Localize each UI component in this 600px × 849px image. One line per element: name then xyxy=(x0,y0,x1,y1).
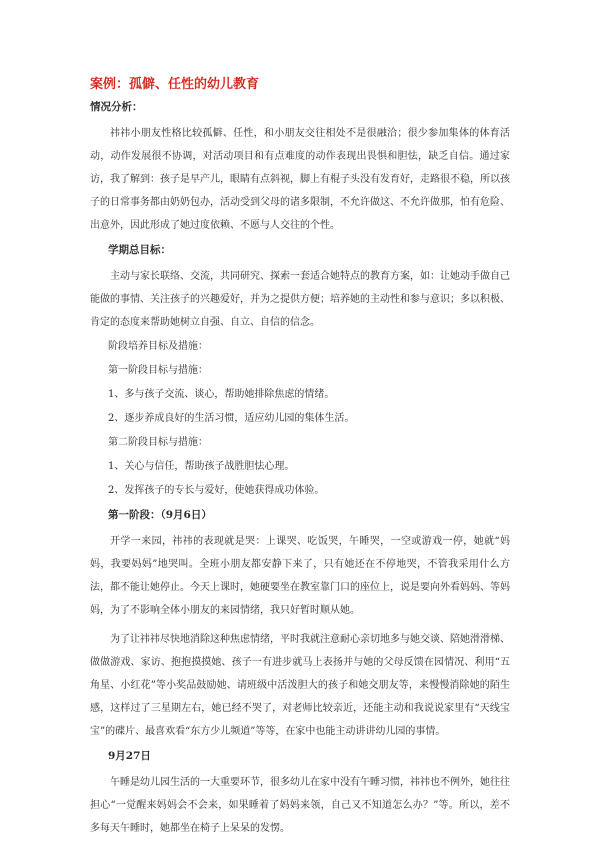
stage1-item: 2、逐步养成良好的生活习惯，适应幼儿园的集体生活。 xyxy=(108,413,355,424)
paragraph-analysis: 祎祎小朋友性格比较孤僻、任性，和小朋友交往相处不是很融洽；很少参加集体的体育活动，动作发展很不协调，对活动项目和有点难度的动作表现出畏惧和胆怯，缺乏自信。通过家访，我了解到：孩子是早产儿，眼睛有点斜视，脚上有棍子头没有发育好，走路很不稳，所以孩子的日常事务都由奶奶包办，活动受到父母的诸多限制，不允许做这、不允许做那，怕有危险、出意外，因此形成了她过度依赖、不愿与人交往的个性。 xyxy=(90,128,510,231)
stage1-label: 第一阶段目标与措施： xyxy=(108,365,208,376)
paragraph-goal: 主动与家长联络、交流，共同研究、探索一套适合她特点的教育方案，如：让她动手做自己能做的事情、关注孩子的兴趣爱好，并为之提供方便；培养她的主动性和参与意识；多以积极、肯定的态度来帮助她树立自强、自立、自信的信念。 xyxy=(90,271,510,328)
paragraph-nap: 午睡是幼儿园生活的一大重要环节，很多幼儿在家中没有午睡习惯，祎祎也不例外，她往往担心“一觉醒来妈妈会不会来，如果睡着了妈妈来领，自己又不知道怎么办？”等。所以，差不多每天午睡时，她都坐在椅子上呆呆的发愣。 xyxy=(90,777,510,834)
section-heading-stage1: 第一阶段：（9月6日） xyxy=(108,509,212,521)
section-heading-date: 9月27日 xyxy=(108,750,151,762)
section-heading-analysis: 情况分析： xyxy=(90,101,143,113)
stage2-label: 第二阶段目标与措施： xyxy=(108,437,208,448)
paragraph-stage1-b: 为了让祎祎尽快地消除这种焦虑情绪，平时我就注意耐心亲切地多与她交谈、陪她滑滑梯、做做游戏、家访、抱抱摸摸她、孩子一有进步就马上表扬并与她的父母反馈在园情况、利用“五角星、小红花”等小奖品鼓励她、请班级中活泼胆大的孩子和她交朋友等，来慢慢消除她的陌生感，这样过了三星期左右，她已经不哭了，对老师比较亲近，还能主动和我说说家里有“天线宝宝”的碟片、最喜欢看“东方少儿频道”等等，在家中也能主动讲讲幼儿园的事情。 xyxy=(90,634,510,737)
stage1-item: 1、多与孩子交流、谈心，帮助她排除焦虑的情绪。 xyxy=(108,389,335,400)
page-title: 案例：孤僻、任性的幼儿教育 xyxy=(90,77,260,92)
stage2-item: 1、关心与信任，帮助孩子战胜胆怯心理。 xyxy=(108,461,295,472)
stage-label: 阶段培养目标及措施： xyxy=(108,341,208,352)
document-body xyxy=(90,76,510,846)
section-heading-goal: 学期总目标： xyxy=(108,244,171,256)
stage2-item: 2、发挥孩子的专长与爱好，使她获得成功体验。 xyxy=(108,485,325,496)
paragraph-stage1-a: 开学一来园，祎祎的表现就是哭：上课哭、吃饭哭，午睡哭，一空或游戏一停，她就“妈妈，我要妈妈”地哭叫。全班小朋友都安静下来了，只有她还在不停地哭，不管我采用什么方法，都不能让她停止。今天上课时，她硬要坐在教室靠门口的座位上，说是要向外看妈妈、等妈妈，为了不影响全体小朋友的来园情绪，我只好暂时顺从她。 xyxy=(90,536,510,616)
